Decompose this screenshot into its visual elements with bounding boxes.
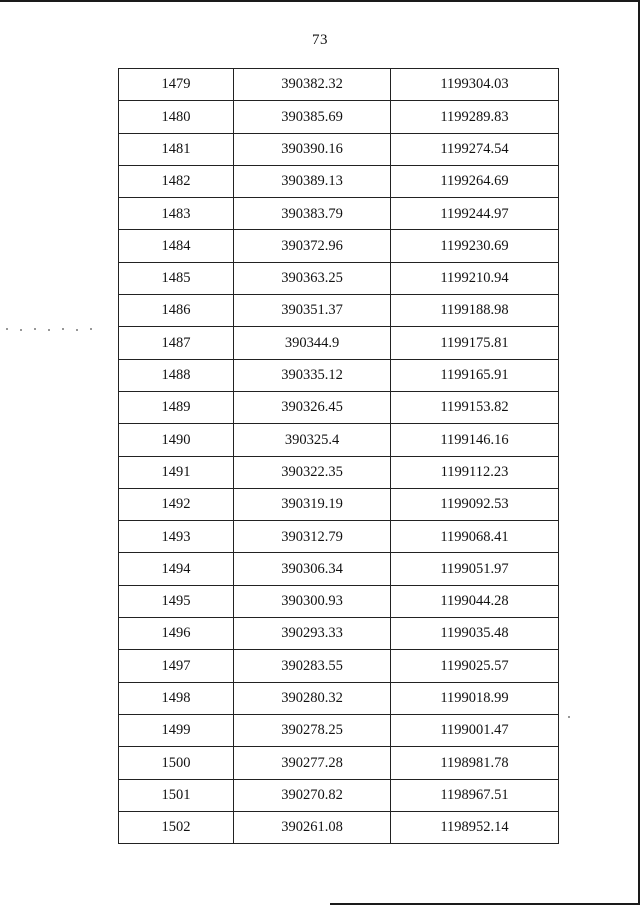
point-number-cell: 1490 bbox=[119, 424, 234, 456]
table-row bbox=[119, 682, 559, 714]
y-coordinate-cell: 1199289.83 bbox=[391, 101, 559, 133]
scan-speck bbox=[62, 328, 64, 330]
point-number-cell: 1480 bbox=[119, 101, 234, 133]
table-row bbox=[119, 714, 559, 746]
x-coordinate-cell: 390270.82 bbox=[234, 779, 391, 811]
x-coordinate-cell: 390383.79 bbox=[234, 198, 391, 230]
y-coordinate-cell: 1199146.16 bbox=[391, 424, 559, 456]
scan-speck bbox=[20, 329, 22, 331]
point-number-cell: 1496 bbox=[119, 618, 234, 650]
x-coordinate-cell: 390385.69 bbox=[234, 101, 391, 133]
x-coordinate-cell: 390277.28 bbox=[234, 747, 391, 779]
y-coordinate-cell: 1199001.47 bbox=[391, 714, 559, 746]
table-row bbox=[119, 165, 559, 197]
y-coordinate-cell: 1198967.51 bbox=[391, 779, 559, 811]
table-row bbox=[119, 618, 559, 650]
point-number-cell: 1494 bbox=[119, 553, 234, 585]
y-coordinate-cell: 1199274.54 bbox=[391, 133, 559, 165]
table-row bbox=[119, 359, 559, 391]
x-coordinate-cell: 390351.37 bbox=[234, 295, 391, 327]
scan-speck bbox=[6, 328, 8, 330]
y-coordinate-cell: 1199153.82 bbox=[391, 391, 559, 423]
table-row bbox=[119, 69, 559, 101]
table-row bbox=[119, 811, 559, 843]
x-coordinate-cell: 390261.08 bbox=[234, 811, 391, 843]
table-row bbox=[119, 553, 559, 585]
x-coordinate-cell: 390344.9 bbox=[234, 327, 391, 359]
table-row bbox=[119, 327, 559, 359]
x-coordinate-cell: 390306.34 bbox=[234, 553, 391, 585]
table-row bbox=[119, 262, 559, 294]
point-number-cell: 1481 bbox=[119, 133, 234, 165]
point-number-cell: 1497 bbox=[119, 650, 234, 682]
coordinate-table bbox=[118, 68, 559, 844]
y-coordinate-cell: 1198981.78 bbox=[391, 747, 559, 779]
y-coordinate-cell: 1199304.03 bbox=[391, 69, 559, 101]
table-row bbox=[119, 101, 559, 133]
scan-speck bbox=[48, 329, 50, 331]
table-row bbox=[119, 424, 559, 456]
y-coordinate-cell: 1199210.94 bbox=[391, 262, 559, 294]
y-coordinate-cell: 1199018.99 bbox=[391, 682, 559, 714]
x-coordinate-cell: 390363.25 bbox=[234, 262, 391, 294]
y-coordinate-cell: 1199051.97 bbox=[391, 553, 559, 585]
y-coordinate-cell: 1199044.28 bbox=[391, 585, 559, 617]
point-number-cell: 1502 bbox=[119, 811, 234, 843]
y-coordinate-cell: 1199025.57 bbox=[391, 650, 559, 682]
x-coordinate-cell: 390312.79 bbox=[234, 521, 391, 553]
table-row bbox=[119, 747, 559, 779]
scan-speck bbox=[76, 329, 78, 331]
point-number-cell: 1483 bbox=[119, 198, 234, 230]
table-row bbox=[119, 198, 559, 230]
y-coordinate-cell: 1199230.69 bbox=[391, 230, 559, 262]
scan-speck bbox=[568, 716, 570, 718]
x-coordinate-cell: 390325.4 bbox=[234, 424, 391, 456]
table-row bbox=[119, 295, 559, 327]
x-coordinate-cell: 390335.12 bbox=[234, 359, 391, 391]
table-row bbox=[119, 779, 559, 811]
page-number: 73 bbox=[312, 32, 328, 48]
table-row bbox=[119, 650, 559, 682]
x-coordinate-cell: 390322.35 bbox=[234, 456, 391, 488]
point-number-cell: 1488 bbox=[119, 359, 234, 391]
x-coordinate-cell: 390293.33 bbox=[234, 618, 391, 650]
y-coordinate-cell: 1199035.48 bbox=[391, 618, 559, 650]
point-number-cell: 1479 bbox=[119, 69, 234, 101]
y-coordinate-cell: 1199244.97 bbox=[391, 198, 559, 230]
point-number-cell: 1499 bbox=[119, 714, 234, 746]
point-number-cell: 1498 bbox=[119, 682, 234, 714]
point-number-cell: 1501 bbox=[119, 779, 234, 811]
point-number-cell: 1492 bbox=[119, 488, 234, 520]
x-coordinate-cell: 390372.96 bbox=[234, 230, 391, 262]
y-coordinate-cell: 1199175.81 bbox=[391, 327, 559, 359]
y-coordinate-cell: 1199068.41 bbox=[391, 521, 559, 553]
x-coordinate-cell: 390300.93 bbox=[234, 585, 391, 617]
x-coordinate-cell: 390319.19 bbox=[234, 488, 391, 520]
x-coordinate-cell: 390283.55 bbox=[234, 650, 391, 682]
y-coordinate-cell: 1199092.53 bbox=[391, 488, 559, 520]
x-coordinate-cell: 390280.32 bbox=[234, 682, 391, 714]
x-coordinate-cell: 390326.45 bbox=[234, 391, 391, 423]
y-coordinate-cell: 1198952.14 bbox=[391, 811, 559, 843]
point-number-cell: 1491 bbox=[119, 456, 234, 488]
x-coordinate-cell: 390278.25 bbox=[234, 714, 391, 746]
scan-border-top bbox=[0, 0, 640, 2]
point-number-cell: 1495 bbox=[119, 585, 234, 617]
coordinate-table-body bbox=[119, 69, 559, 844]
y-coordinate-cell: 1199264.69 bbox=[391, 165, 559, 197]
coordinate-table-container bbox=[118, 68, 558, 844]
scan-speck bbox=[34, 328, 36, 330]
point-number-cell: 1484 bbox=[119, 230, 234, 262]
scan-speck bbox=[90, 328, 92, 330]
point-number-cell: 1487 bbox=[119, 327, 234, 359]
x-coordinate-cell: 390389.13 bbox=[234, 165, 391, 197]
point-number-cell: 1500 bbox=[119, 747, 234, 779]
point-number-cell: 1489 bbox=[119, 391, 234, 423]
x-coordinate-cell: 390390.16 bbox=[234, 133, 391, 165]
x-coordinate-cell: 390382.32 bbox=[234, 69, 391, 101]
y-coordinate-cell: 1199165.91 bbox=[391, 359, 559, 391]
y-coordinate-cell: 1199112.23 bbox=[391, 456, 559, 488]
point-number-cell: 1482 bbox=[119, 165, 234, 197]
table-row bbox=[119, 585, 559, 617]
point-number-cell: 1485 bbox=[119, 262, 234, 294]
table-row bbox=[119, 133, 559, 165]
table-row bbox=[119, 456, 559, 488]
table-row bbox=[119, 230, 559, 262]
table-row bbox=[119, 521, 559, 553]
table-row bbox=[119, 391, 559, 423]
point-number-cell: 1486 bbox=[119, 295, 234, 327]
point-number-cell: 1493 bbox=[119, 521, 234, 553]
y-coordinate-cell: 1199188.98 bbox=[391, 295, 559, 327]
table-row bbox=[119, 488, 559, 520]
